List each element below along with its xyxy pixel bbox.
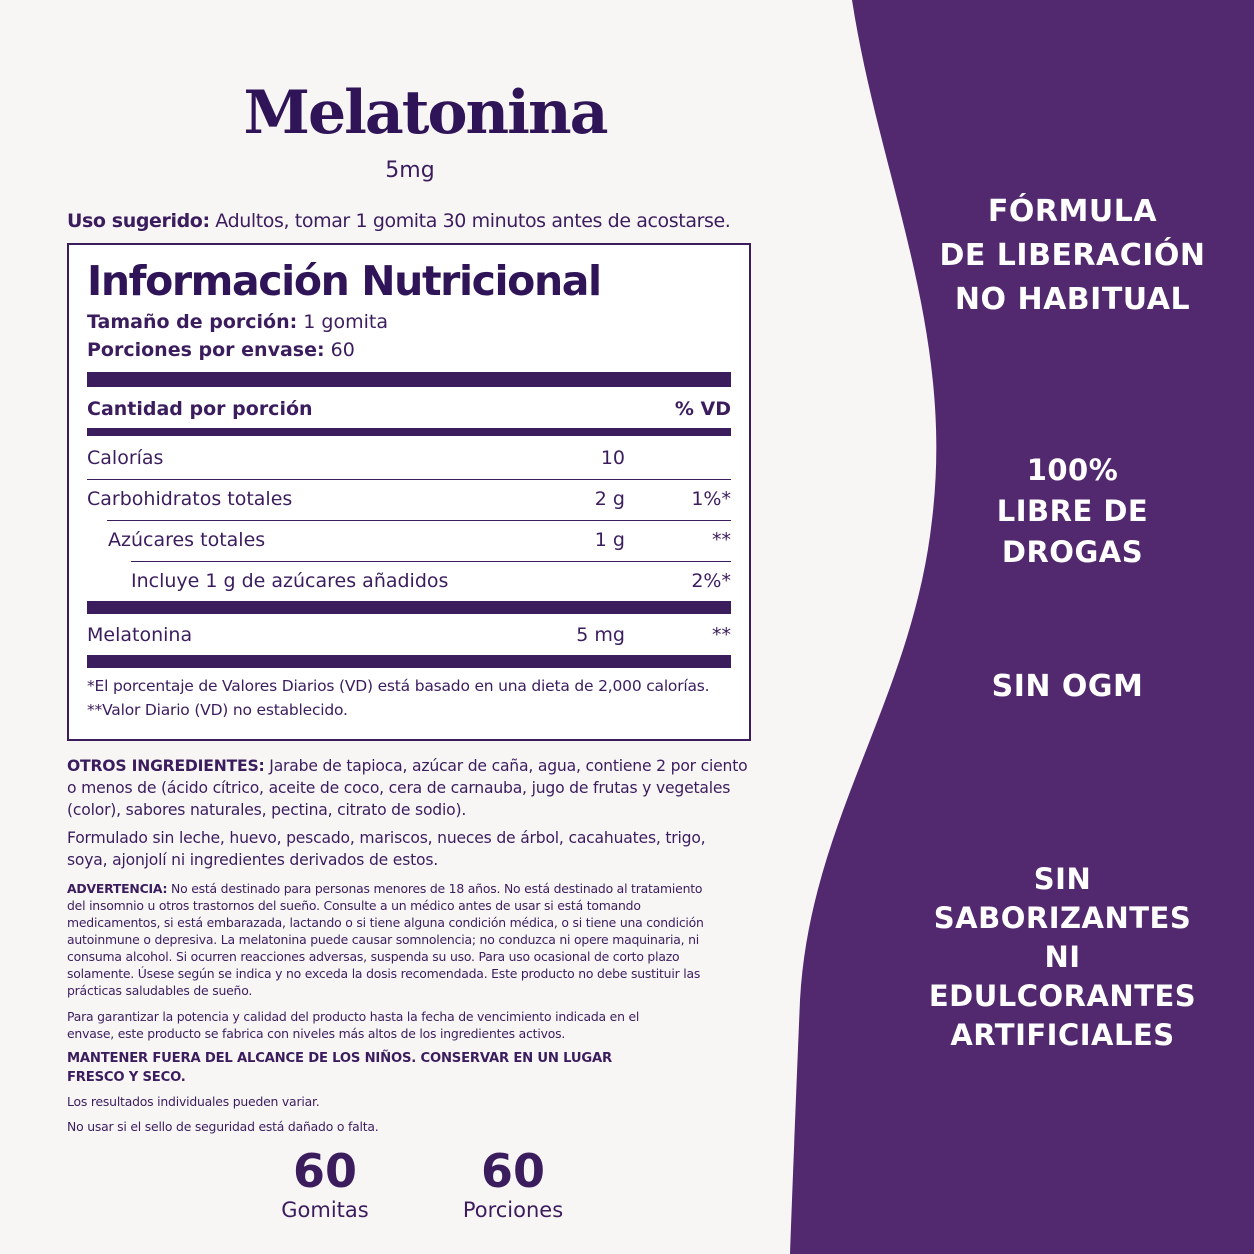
product-title: Melatonina [243, 78, 607, 148]
suggested-use-label: Uso sugerido: [67, 210, 210, 232]
nutrient-row-carbohydrates [87, 486, 731, 512]
nutrient-dv: 2%* [691, 570, 731, 592]
thin-divider [87, 479, 731, 480]
nutrient-label: Calorías [87, 447, 164, 469]
product-dose: 5mg [385, 158, 435, 183]
daily-value-header: % VD [674, 398, 731, 420]
nutrient-amount: 10 [600, 447, 625, 469]
keep-away-statement: MANTENER FUERA DEL ALCANCE DE LOS NIÑOS. CONSERVAR EN UN LUGAR FRESCO Y SECO. [67, 1051, 612, 1085]
nutrient-row-melatonin [87, 622, 731, 648]
serving-size-label: Tamaño de porción: [87, 311, 298, 333]
medium-divider [87, 428, 731, 436]
claim-line: SIN OGM [991, 669, 1144, 704]
nutrient-dv: 1%* [691, 488, 731, 510]
warning-text [67, 880, 707, 999]
nutrient-row-total-sugars [87, 527, 731, 553]
thick-divider [87, 655, 731, 668]
gummy-count [225, 1146, 425, 1224]
thick-divider [87, 372, 731, 387]
panel-header-row [87, 396, 731, 422]
nutrient-label: Azúcares totales [108, 529, 266, 551]
claim-non-habit-forming [935, 190, 1210, 322]
claim-line: FÓRMULA [987, 194, 1158, 229]
claim-line: NO HABITUAL [954, 282, 1191, 317]
thin-divider [107, 520, 731, 521]
footnote-daily-value: *El porcentaje de Valores Diarios (VD) está basado en una dieta de 2,000 calorías. [87, 677, 710, 695]
gummy-count-number: 60 [292, 1144, 357, 1198]
other-ingredients-text: Jarabe de tapioca, azúcar de caña, agua, contiene 2 por ciento o menos de (ácido cítrico, aceite de coco, cera de carnauba, jugo de frutas y vegetales (color), sabores naturales, pectina, citrato de sodio). [67, 757, 748, 819]
serving-size [87, 311, 388, 333]
serving-size-value: 1 gomita [297, 311, 388, 333]
nutrition-panel-title: Información Nutricional [87, 257, 601, 305]
claim-line: ARTIFICIALES [950, 1018, 1175, 1052]
nutrient-dv: ** [712, 529, 731, 551]
other-ingredients [67, 755, 757, 821]
nutrient-label: Melatonina [87, 624, 193, 646]
nutrient-row-calories [87, 445, 731, 471]
claim-line: LIBRE DE DROGAS [996, 494, 1149, 569]
warning-body: No está destinado para personas menores de 18 años. No está destinado al tratamiento del insomnio u otros trastornos del sueño. Consulte a un médico antes de usar si está tomando medicamentos, si está embarazada, lactando o si tiene alguna condición médica, o si tiene una condición autoinmune o depresiva. La melatonina puede causar somnolencia; no conduzca ni opere maquinaria, ni consuma alcohol. Si ocurren reacciones adversas, suspenda su uso. Para uso ocasional de corto plazo solamente. Úsese según se indica y no exceda la dosis recomendada. Este producto no debe sustituir las prácticas saludables de sueño. [67, 881, 704, 998]
servings-count-unit: Porciones [462, 1198, 564, 1222]
claim-line: SIN SABORIZANTES [933, 862, 1192, 935]
nutrient-amount: 1 g [594, 529, 625, 551]
allergen-statement: Formulado sin leche, huevo, pescado, mariscos, nueces de árbol, cacahuates, trigo, soya, ajonjolí ni ingredientes derivados de estos. [67, 829, 706, 869]
gummy-count-unit: Gomitas [281, 1198, 369, 1222]
nutrient-amount: 5 mg [576, 624, 625, 646]
nutrient-dv: ** [712, 624, 731, 646]
safety-seal-notice: No usar si el sello de seguridad está dañado o falta. [67, 1119, 379, 1134]
claim-non-gmo [935, 668, 1200, 706]
servings-count-number: 60 [480, 1144, 545, 1198]
nutrient-row-added-sugars [87, 568, 731, 594]
servings-value: 60 [324, 339, 355, 361]
thick-divider [87, 601, 731, 614]
nutrient-label: Incluye 1 g de azúcares añadidos [131, 570, 449, 592]
amount-per-serving-header: Cantidad por porción [87, 398, 313, 420]
nutrient-label: Carbohidratos totales [87, 488, 293, 510]
other-ingredients-label: OTROS INGREDIENTES: [67, 757, 265, 775]
thin-divider [131, 561, 731, 562]
potency-statement: Para garantizar la potencia y calidad del producto hasta la fecha de vencimiento indicada en el envase, este producto se fabrica con niveles más altos de los ingredientes activos. [67, 1009, 640, 1041]
results-disclaimer: Los resultados individuales pueden variar. [67, 1094, 320, 1109]
claim-line: NI EDULCORANTES [928, 940, 1197, 1013]
suggested-use [67, 210, 730, 232]
nutrient-amount: 2 g [594, 488, 625, 510]
claim-line: 100% [1026, 453, 1119, 487]
claim-no-artificial [915, 860, 1210, 1055]
claim-drug-free [935, 450, 1210, 573]
servings-count [413, 1146, 613, 1224]
servings-label: Porciones por envase: [87, 339, 325, 361]
servings-per-container [87, 339, 355, 361]
suggested-use-text: Adultos, tomar 1 gomita 30 minutos antes de acostarse. [209, 210, 731, 232]
footnote-not-established: **Valor Diario (VD) no establecido. [87, 701, 348, 719]
warning-label: ADVERTENCIA: [67, 881, 168, 896]
claim-line: DE LIBERACIÓN [939, 238, 1206, 273]
nutrition-facts-panel [67, 243, 751, 741]
